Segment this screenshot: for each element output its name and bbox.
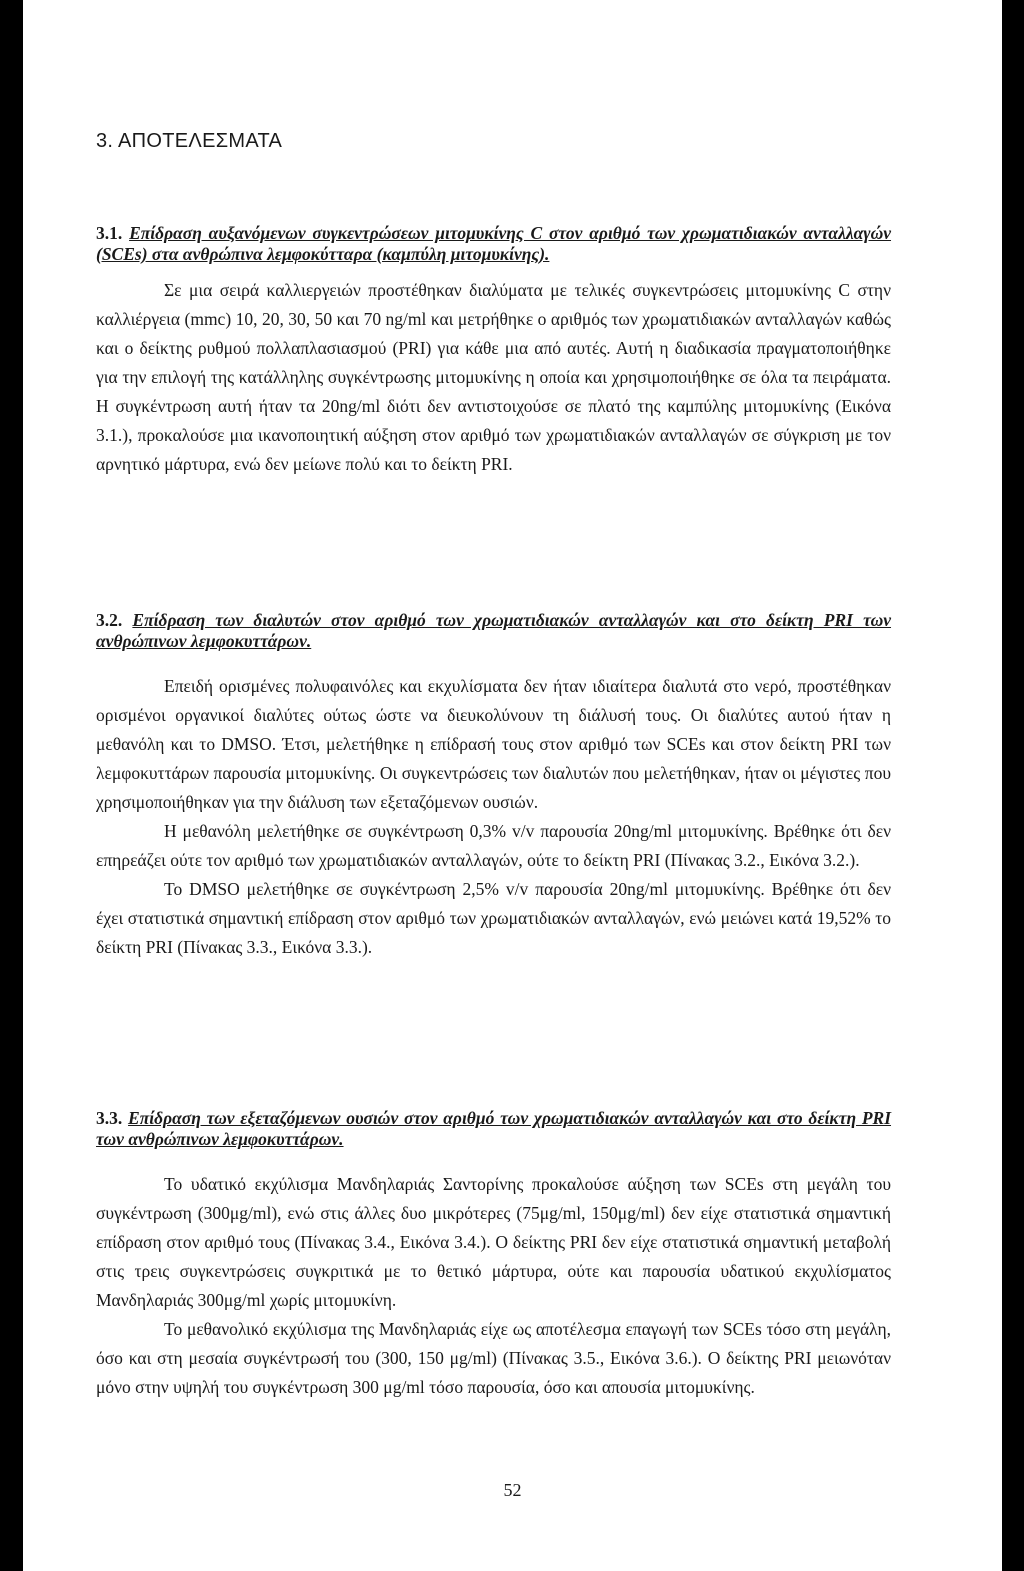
section-heading — [96, 1108, 891, 1150]
section-title: Επίδραση των εξεταζόμενων ουσιών στον αριθμό των χρωματιδιακών ανταλλαγών και στο δείκτη PRI των ανθρώπινων λεμφοκυττάρων. — [96, 1108, 892, 1149]
section-heading — [96, 610, 891, 652]
section-3-1 — [96, 223, 891, 479]
section-number: 3.2. — [96, 610, 123, 630]
paragraph: Σε μια σειρά καλλιεργειών προστέθηκαν διαλύματα με τελικές συγκεντρώσεις μιτομυκίνης C στην καλλιέργεια (mmc) 10, 20, 30, 50 και 70 ng/ml και μετρήθηκε ο αριθμός των χρωματιδιακών ανταλλαγών καθώς και ο δείκτης ρυθμού πολλαπλασιασμού (PRI) για κάθε μια από αυτές. Αυτή η διαδικασία πραγματοποιήθηκε για την επιλογή της κατάλληλης συγκέντρωσης μιτομυκίνης η οποία και χρησιμοποιήθηκε σε όλα τα πειράματα. Η συγκέντρωση αυτή ήταν τα 20ng/ml διότι δεν αντιστοιχούσε σε πλατό της καμπύλης μιτομυκίνης (Εικόνα 3.1.), προκαλούσε μια ικανοποιητική αύξηση στον αριθμό των χρωματιδιακών ανταλλαγών σε σύγκριση με τον αρνητικό μάρτυρα, ενώ δεν μείωνε πολύ και το δείκτη PRI. — [96, 280, 891, 474]
section-title: Επίδραση αυξανόμενων συγκεντρώσεων μιτομυκίνης C στον αριθμό των χρωματιδιακών ανταλλαγών (SCEs) στα ανθρώπινα λεμφοκύτταρα (καμπύλη μιτομυκίνης). — [96, 223, 892, 264]
section-3-3 — [96, 1108, 891, 1402]
section-title: Επίδραση των διαλυτών στον αριθμό των χρωματιδιακών ανταλλαγών και στο δείκτη PRI των ανθρώπινων λεμφοκυττάρων. — [96, 610, 892, 651]
section-3-2 — [96, 610, 891, 962]
paragraph: Το DMSO μελετήθηκε σε συγκέντρωση 2,5% v/v παρουσία 20ng/ml μιτομυκίνης. Βρέθηκε ότι δεν έχει στατιστικά σημαντική επίδραση στον αριθμό των χρωματιδιακών ανταλλαγών, ενώ μειώνει κατά 19,52% το δείκτη PRI (Πίνακας 3.3., Εικόνα 3.3.). — [96, 879, 891, 957]
paragraph: Το μεθανολικό εκχύλισμα της Μανδηλαριάς είχε ως αποτέλεσμα επαγωγή των SCEs τόσο στη μεγάλη, όσο και στη μεσαία συγκέντρωσή του (300, 150 μg/ml) (Πίνακας 3.5., Εικόνα 3.6.). Ο δείκτης PRI μειωνόταν μόνο στην υψηλή του συγκέντρωση 300 μg/ml τόσο παρουσία, όσο και απουσία μιτομυκίνης. — [96, 1319, 891, 1397]
paragraph: Επειδή ορισμένες πολυφαινόλες και εκχυλίσματα δεν ήταν ιδιαίτερα διαλυτά στο νερό, προστέθηκαν ορισμένοι οργανικοί διαλύτες ούτως ώστε να διευκολύνουν τη διάλυσή τους. Οι διαλύτες αυτού ήταν η μεθανόλη και το DMSO. Έτσι, μελετήθηκε η επίδρασή τους στον αριθμό των SCEs και στον δείκτη PRI των λεμφοκυττάρων παρουσία μιτομυκίνης. Οι συγκεντρώσεις των διαλυτών που μελετήθηκαν, ήταν οι μέγιστες που χρησιμοποιήθηκαν για την διάλυση των εξεταζόμενων ουσιών. — [96, 676, 891, 812]
paragraph: Το υδατικό εκχύλισμα Μανδηλαριάς Σαντορίνης προκαλούσε αύξηση των SCEs στη μεγάλη του συγκέντρωση (300μg/ml), ενώ στις άλλες δυο μικρότερες (75μg/ml, 150μg/ml) δεν είχε στατιστικά σημαντική επίδραση στον αριθμό τους (Πίνακας 3.4., Εικόνα 3.4.). Ο δείκτης PRI δεν είχε στατιστικά σημαντική μεταβολή στις τρεις συγκεντρώσεις συγκριτικά με το θετικό μάρτυρα, ούτε και παρουσία υδατικού εκχυλίσματος Μανδηλαριάς 300μg/ml χωρίς μιτομυκίνη. — [96, 1174, 891, 1310]
section-number: 3.3. — [96, 1108, 123, 1128]
section-heading — [96, 223, 891, 265]
section-number: 3.1. — [96, 223, 123, 243]
paragraph: Η μεθανόλη μελετήθηκε σε συγκέντρωση 0,3% v/v παρουσία 20ng/ml μιτομυκίνης. Βρέθηκε ότι δεν επηρεάζει ούτε τον αριθμό των χρωματιδιακών ανταλλαγών, ούτε το δείκτη PRI (Πίνακας 3.2., Εικόνα 3.2.). — [96, 821, 891, 870]
page-number: 52 — [503, 1480, 522, 1500]
document-page — [23, 0, 1002, 1571]
chapter-title: 3. ΑΠΟΤΕΛΕΣΜΑΤΑ — [96, 130, 283, 152]
